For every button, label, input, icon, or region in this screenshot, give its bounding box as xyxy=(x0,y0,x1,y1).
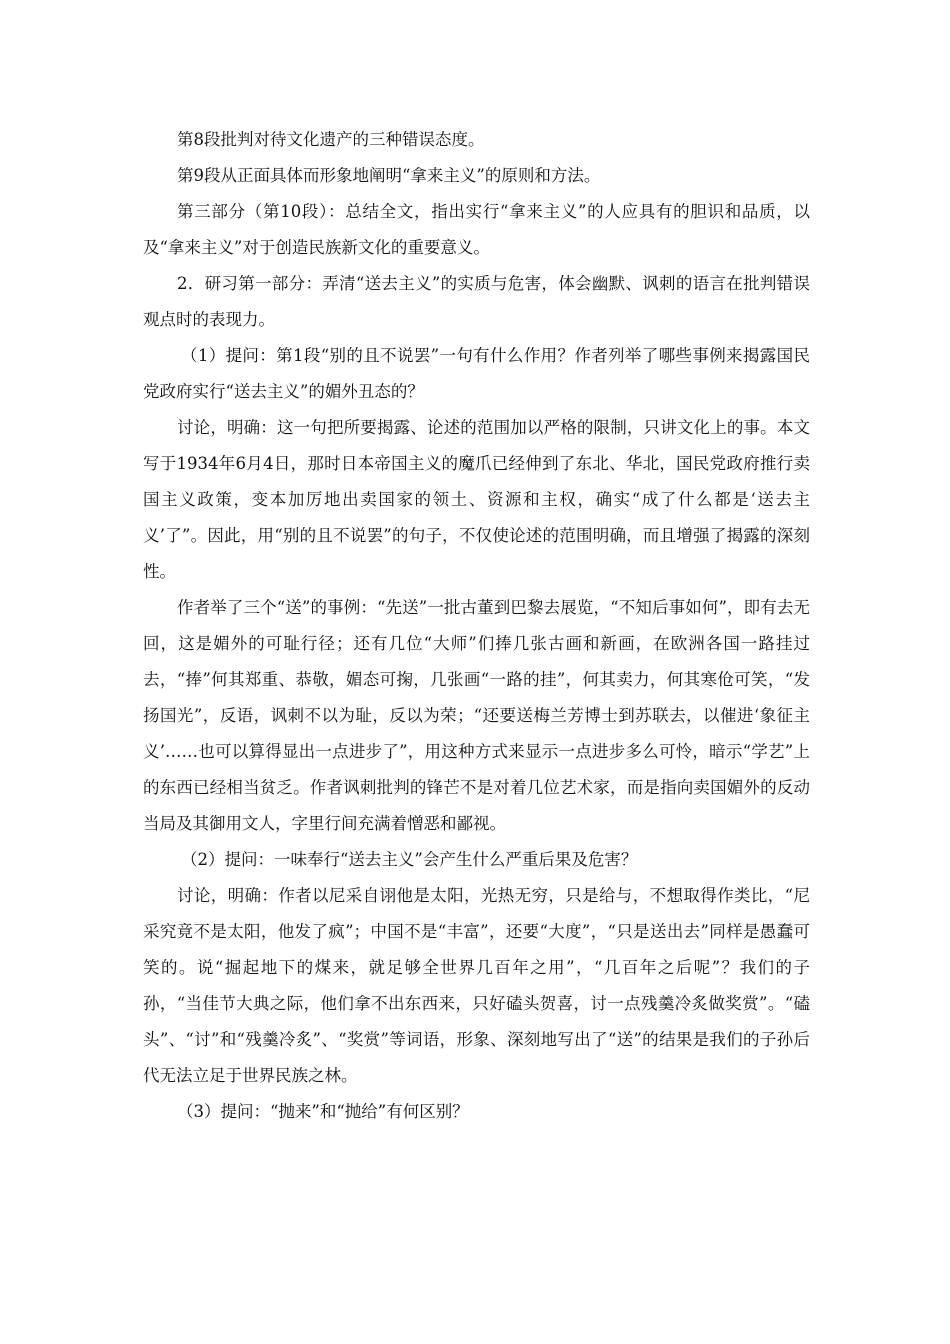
paragraph: 讨论，明确：这一句把所要揭露、论述的范围加以严格的限制，只讲文化上的事。本文写于1934年6月4日，那时日本帝国主义的魔爪已经伸到了东北、华北，国民党政府推行卖国主义政策，变本加厉地出卖国家的领土、资源和主权，确实“成了什么都是‘送去主义’了”。因此，用“别的且不说罢”的句子，不仅使论述的范围明确，而且增强了揭露的深刻性。 xyxy=(143,418,810,581)
paragraph: 作者举了三个“送”的事例：“先送”一批古董到巴黎去展览，“不知后事如何”，即有去无回，这是媚外的可耻行径；还有几位“大师”们捧几张古画和新画，在欧洲各国一路挂过去，“捧”何其郑重、恭敬，媚态可掬，几张画“一路的挂”，何其卖力，何其寒伧可笑，“发扬国光”，反语，讽刺不以为耻，反以为荣；“还要送梅兰芳博士到苏联去，以催进‘象征主义’……也可以算得显出一点进步了”，用这种方式来显示一点进步多么可怜，暗示“学艺”上的东西已经相当贫乏。作者讽刺批判的锋芒不是对着几位艺术家，而是指向卖国媚外的反动当局及其御用文人，字里行间充满着憎恶和鄙视。 xyxy=(143,598,810,833)
paragraph: （1）提问：第1段“别的且不说罢”一句有什么作用？作者列举了哪些事例来揭露国民党政府实行“送去主义”的媚外丑态的？ xyxy=(143,346,810,401)
paragraph: 第8段批判对待文化遗产的三种错误态度。 xyxy=(177,130,485,149)
paragraph: （2）提问：一味奉行“送去主义”会产生什么严重后果及危害？ xyxy=(181,850,638,869)
document-body xyxy=(143,122,810,1130)
paragraph: 第三部分（第10段）：总结全文，指出实行“拿来主义”的人应具有的胆识和品质，以及“拿来主义”对于创造民族新文化的重要意义。 xyxy=(143,202,810,257)
paragraph: 讨论，明确：作者以尼采自诩他是太阳，光热无穷，只是给与，不想取得作类比，“尼采究竟不是太阳，他发了疯”；中国不是“丰富”，还要“大度”，“只是送出去”同样是愚蠢可笑的。说“掘起地下的煤来，就足够全世界几百年之用”，“几百年之后呢”？我们的子孙，“当佳节大典之际，他们拿不出东西来，只好磕头贺喜，讨一点残羹冷炙做奖赏”。“磕头”、“讨”和“残羹冷炙”、“奖赏”等词语，形象、深刻地写出了“送”的结果是我们的子孙后代无法立足于世界民族之林。 xyxy=(143,886,810,1085)
paragraph: （3）提问：“抛来”和“抛给”有何区别？ xyxy=(177,1102,469,1121)
paragraph: 第9段从正面具体而形象地阐明“拿来主义”的原则和方法。 xyxy=(177,166,601,185)
paragraph: 2．研习第一部分：弄清“送去主义”的实质与危害，体会幽默、讽刺的语言在批判错误观点时的表现力。 xyxy=(143,274,810,329)
